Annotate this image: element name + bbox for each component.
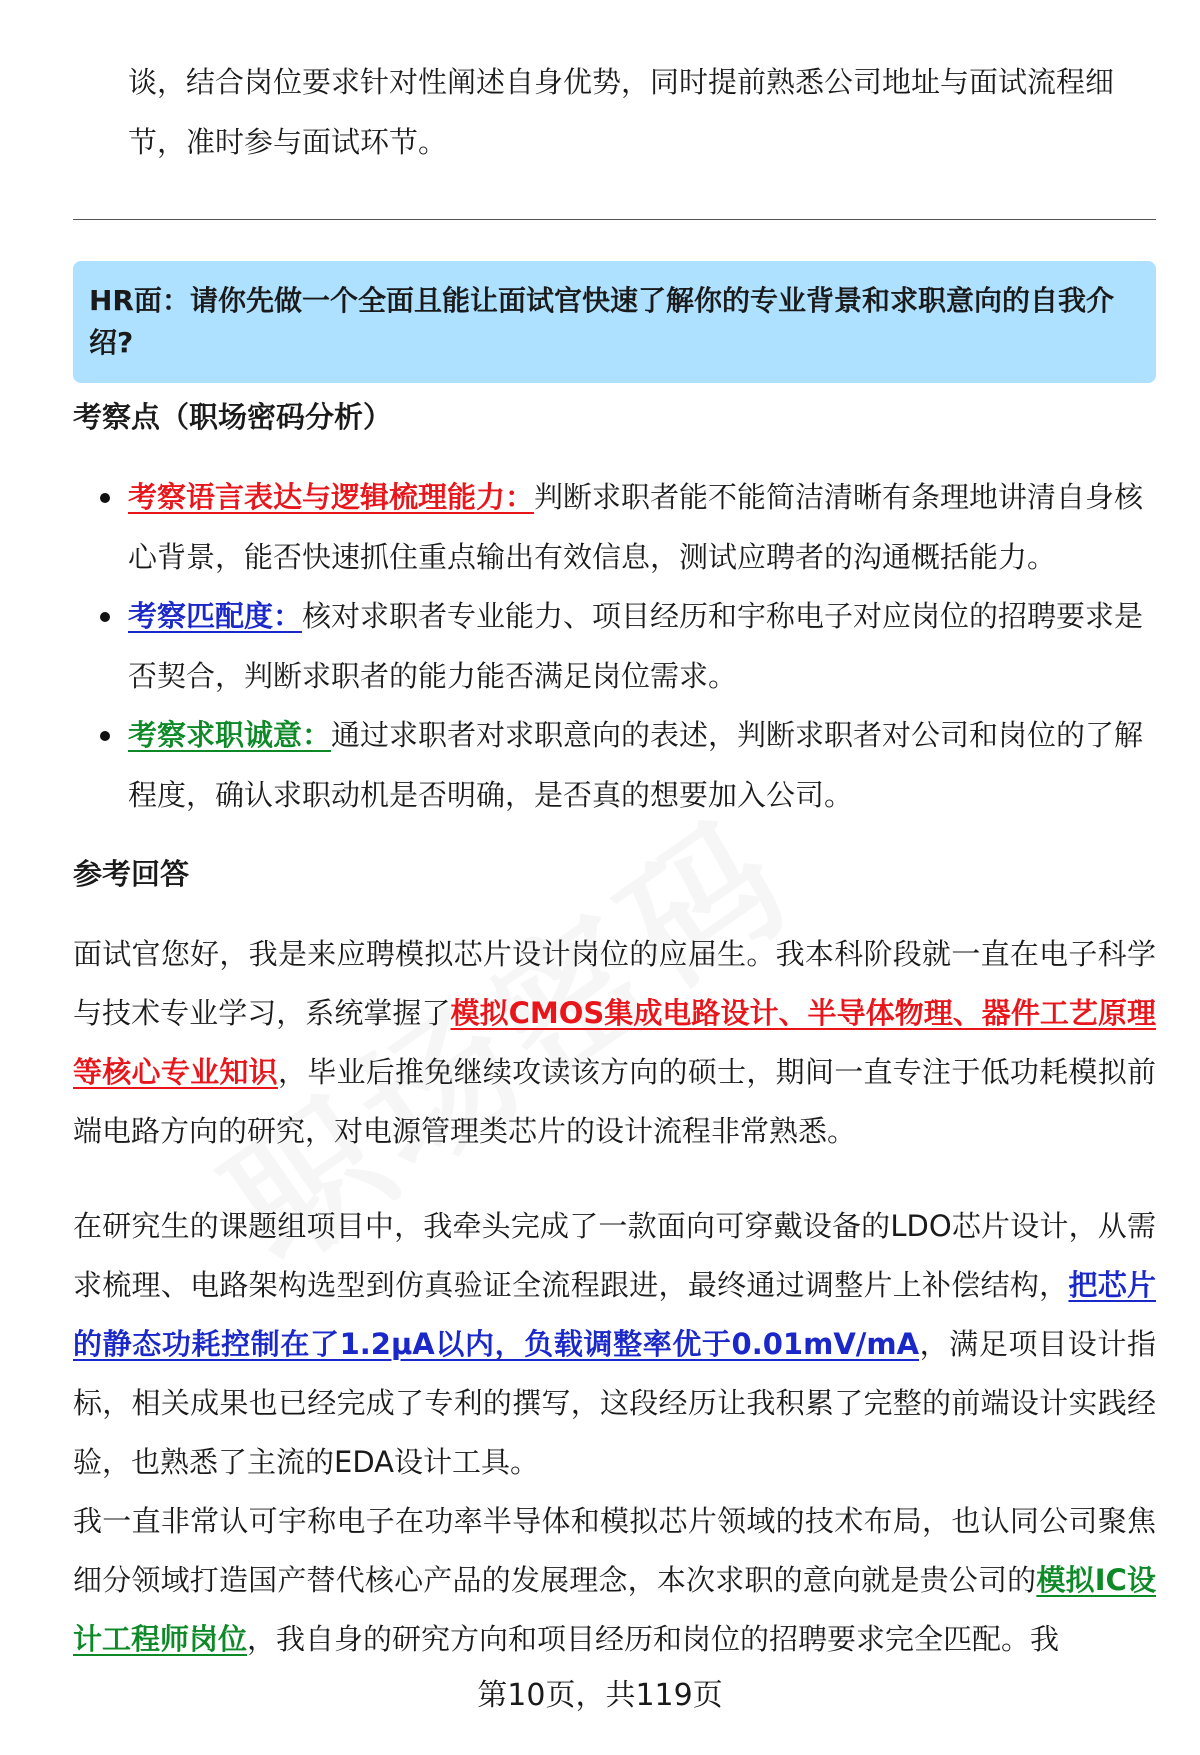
answer-text: ，满足项目设计指标，相关成果也已经完成了专利的撰写，这段经历让我积累了完整的前端设计实践经验，也熟悉了主流的EDA设计工具。 (73, 1327, 1156, 1479)
answer-paragraph-1 (73, 925, 1156, 1161)
answer-highlight: 模拟CMOS集成电路设计、半导体物理、器件工艺原理等核心专业知识 (73, 996, 1156, 1089)
answer-text: ，毕业后推免继续攻读该方向的硕士，期间一直专注于低功耗模拟前端电路方向的研究，对电源管理类芯片的设计流程非常熟悉。 (73, 1055, 1156, 1148)
answer-text: 我一直非常认可宇称电子在功率半导体和模拟芯片领域的技术布局，也认同公司聚焦细分领域打造国产替代核心产品的发展理念，本次求职的意向就是贵公司的 (73, 1504, 1156, 1597)
answer-paragraph-3 (73, 1492, 1156, 1669)
bullet-dot-icon (100, 612, 110, 622)
list-item (100, 706, 1150, 825)
section-divider (73, 219, 1156, 220)
list-item (100, 587, 1150, 706)
bullet-dot-icon (100, 731, 110, 741)
intro-continuation: 谈，结合岗位要求针对性阐述自身优势，同时提前熟悉公司地址与面试流程细节，准时参与面试环节。 (128, 65, 1115, 159)
bullet-text: 判断求职者能不能简洁清晰有条理地讲清自身核心背景，能否快速抓住重点输出有效信息，测试应聘者的沟通概括能力。 (128, 480, 1144, 574)
list-item (100, 468, 1150, 587)
answer-highlight: 模拟IC设计工程师岗位 (73, 1563, 1156, 1656)
bullet-label: 考察匹配度： (128, 599, 303, 633)
answer-text: 在研究生的课题组项目中，我牵头完成了一款面向可穿戴设备的LDO芯片设计，从需求梳理、电路架构选型到仿真验证全流程跟进，最终通过调整片上补偿结构， (73, 1209, 1156, 1302)
answer-text: ，我自身的研究方向和项目经历和岗位的招聘要求完全匹配。我 (247, 1622, 1060, 1656)
answer-highlight: 把芯片的静态功耗控制在了1.2μA以内，负载调整率优于0.01mV/mA (73, 1268, 1156, 1361)
reference-answer-title: 参考回答 (73, 857, 190, 891)
exam-points-title: 考察点（职场密码分析） (73, 400, 393, 434)
bullet-text: 通过求职者对求职意向的表述，判断求职者对公司和岗位的了解程度，确认求职动机是否明确，是否真的想要加入公司。 (128, 718, 1144, 812)
question-text: HR面：请你先做一个全面且能让面试官快速了解你的专业背景和求职意向的自我介绍? (89, 284, 1114, 359)
bullet-label: 考察语言表达与逻辑梳理能力： (128, 480, 535, 514)
bullet-text: 核对求职者专业能力、项目经历和宇称电子对应岗位的招聘要求是否契合，判断求职者的能力能否满足岗位需求。 (128, 599, 1144, 693)
answer-text: 面试官您好，我是来应聘模拟芯片设计岗位的应届生。我本科阶段就一直在电子科学与技术专业学习，系统掌握了 (73, 937, 1156, 1030)
question-box (73, 261, 1156, 383)
page-footer: 第10页，共119页 (477, 1678, 723, 1713)
exam-points-list (100, 468, 1150, 825)
bullet-dot-icon (100, 493, 110, 503)
bullet-label: 考察求职诚意： (128, 718, 332, 752)
answer-paragraph-2 (73, 1197, 1156, 1492)
